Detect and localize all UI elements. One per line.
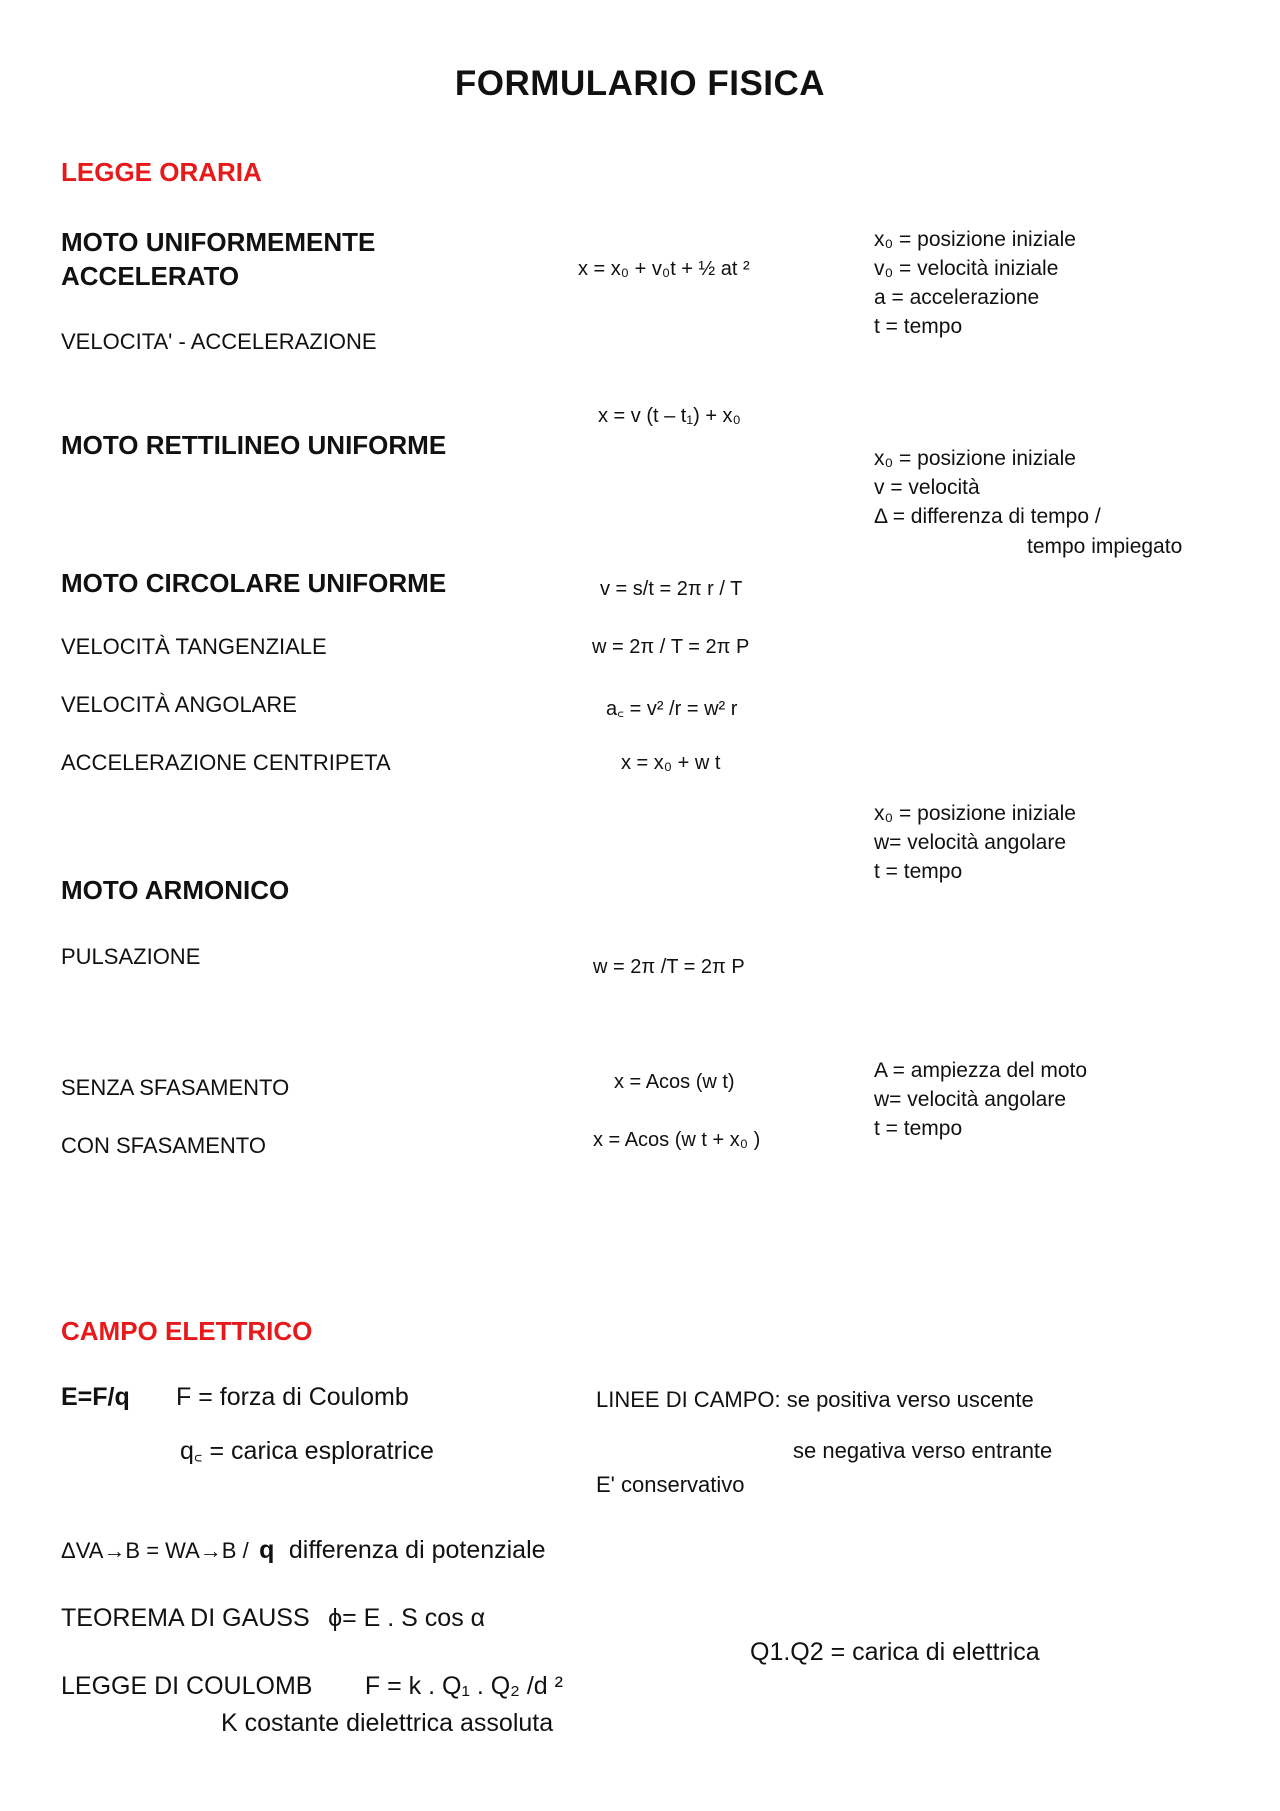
page-title: FORMULARIO FISICA	[454, 64, 826, 103]
legend-line: v = velocità	[874, 476, 980, 499]
legend-line: t = tempo	[874, 860, 963, 883]
heading-moto-circolare-uniforme: MOTO CIRCOLARE UNIFORME	[61, 568, 447, 598]
gauss-formula: ϕ= E . S cos α	[328, 1604, 486, 1632]
formula-velocita-circolare: v = s/t = 2π r / T	[600, 578, 743, 600]
legend-line: x₀ = posizione iniziale	[874, 447, 1076, 470]
formula-con-sfasamento: x = Acos (w t + x₀ )	[593, 1129, 761, 1151]
legend-line: v₀ = velocità iniziale	[874, 257, 1059, 280]
potential-desc: differenza di potenziale	[288, 1536, 546, 1564]
label-velocita-tangenziale: VELOCITÀ TANGENZIALE	[61, 634, 327, 659]
heading-moto-unif-accel-1: MOTO UNIFORMEMENTE	[61, 227, 376, 257]
legend-line: t = tempo	[874, 315, 963, 338]
legend-moto-rettilineo	[874, 444, 1101, 531]
section-legge-oraria: LEGGE ORARIA	[61, 157, 262, 187]
formula-senza-sfasamento: x = Acos (w t)	[614, 1071, 735, 1093]
linee-di-campo-negativa: se negativa verso entrante	[793, 1438, 1053, 1463]
legend-line: x₀ = posizione iniziale	[874, 228, 1076, 251]
teorema-gauss	[61, 1604, 485, 1633]
formula-w: w = 2π / T = 2π P	[592, 636, 750, 658]
potential-q: q	[259, 1536, 275, 1564]
legend-line: A = ampiezza del moto	[874, 1059, 1088, 1082]
formula-angolo: x = x₀ + w t	[621, 752, 721, 774]
legend-moto-circolare	[874, 799, 1076, 886]
legend-line: Δ = differenza di tempo /	[874, 505, 1101, 528]
label-velocita-angolare: VELOCITÀ ANGOLARE	[61, 692, 297, 717]
legend-line: x₀ = posizione iniziale	[874, 802, 1076, 825]
legend-line: t = tempo	[874, 1117, 963, 1140]
legend-moto-armonico	[874, 1056, 1087, 1143]
label-senza-sfasamento: SENZA SFASAMENTO	[61, 1075, 290, 1100]
def-costante-dielettrica: K costante dielettrica assoluta	[221, 1709, 554, 1737]
legend-line: a = accelerazione	[874, 286, 1040, 309]
legend-line: w= velocità angolare	[874, 1088, 1067, 1111]
heading-moto-armonico: MOTO ARMONICO	[61, 875, 290, 905]
formula-differenza-potenziale	[61, 1536, 546, 1565]
heading-moto-rettilineo-uniforme: MOTO RETTILINEO UNIFORME	[61, 430, 447, 460]
def-forza-coulomb: F = forza di Coulomb	[176, 1383, 409, 1411]
label-accelerazione-centripeta: ACCELERAZIONE CENTRIPETA	[61, 750, 391, 775]
formula-moto-rettilineo: x = v (t – t₁) + x₀	[598, 405, 741, 427]
legge-coulomb	[61, 1672, 563, 1701]
subtitle-velocita-accelerazione: VELOCITA' - ACCELERAZIONE	[61, 329, 377, 354]
potential-lhs: ΔVA→B = WA→B /	[61, 1538, 249, 1563]
linee-di-campo-label: LINEE DI CAMPO:	[596, 1387, 781, 1412]
formula-moto-unif-accel: x = x₀ + v₀t + ½ at ²	[578, 258, 750, 280]
e-conservativo: E' conservativo	[596, 1472, 745, 1497]
coulomb-label: LEGGE DI COULOMB	[61, 1672, 313, 1700]
heading-moto-unif-accel-2: ACCELERATO	[61, 261, 240, 291]
label-con-sfasamento: CON SFASAMENTO	[61, 1133, 266, 1158]
formula-accelerazione-centripeta: a꜀ = v² /r = w² r	[606, 698, 738, 720]
gauss-label: TEOREMA DI GAUSS	[61, 1604, 310, 1632]
def-carica-elettrica: Q1.Q2 = carica di elettrica	[750, 1638, 1040, 1666]
section-campo-elettrico: CAMPO ELETTRICO	[61, 1316, 313, 1346]
formula-pulsazione: w = 2π /T = 2π P	[593, 956, 745, 978]
label-pulsazione: PULSAZIONE	[61, 944, 201, 969]
def-carica-esploratrice: q꜀ = carica esploratrice	[180, 1437, 434, 1465]
legend-moto-unif-accel	[874, 225, 1076, 341]
linee-di-campo-pos: se positiva verso uscente	[786, 1387, 1034, 1412]
linee-di-campo-positiva	[596, 1387, 1034, 1413]
formula-e-f-q: E=F/q	[61, 1383, 130, 1411]
legend-tempo-impiegato: tempo impiegato	[1027, 535, 1183, 558]
legend-line: w= velocità angolare	[874, 831, 1067, 854]
coulomb-formula: F = k . Q₁ . Q₂ /d ²	[364, 1672, 563, 1700]
